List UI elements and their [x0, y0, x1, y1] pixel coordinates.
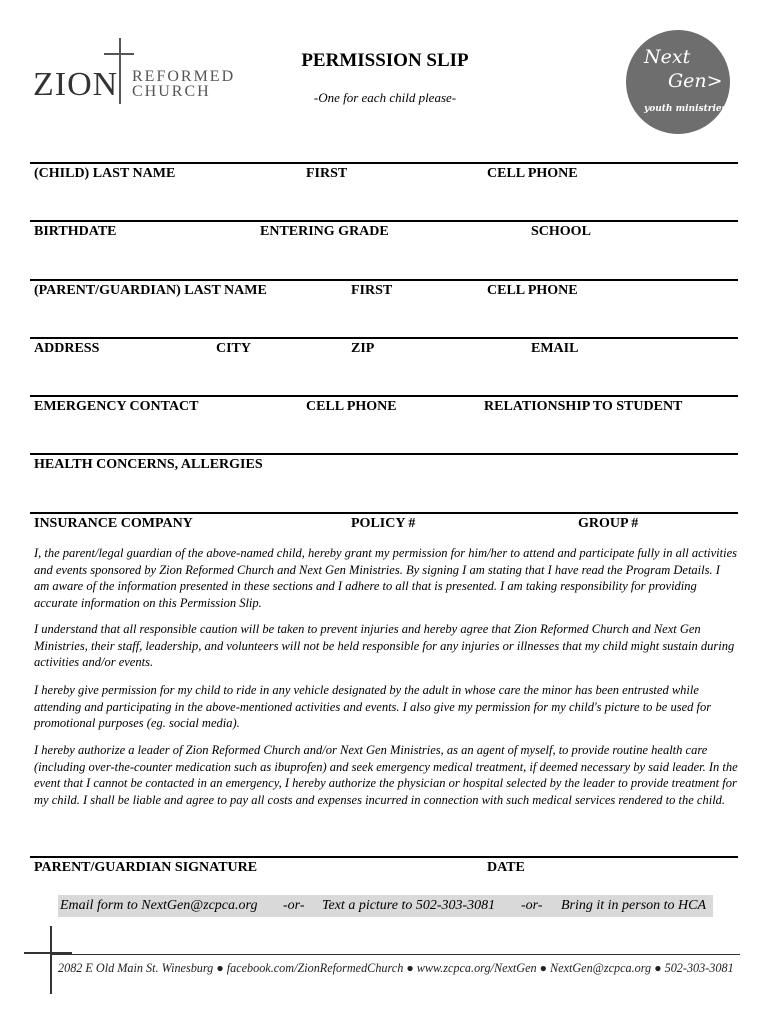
email-label: EMAIL	[531, 341, 579, 356]
field-rule	[30, 395, 738, 397]
emergency-cell-phone-label: CELL PHONE	[306, 399, 397, 414]
birthdate-label: BIRTHDATE	[34, 224, 117, 239]
field-rule	[30, 512, 738, 514]
field-rule	[30, 279, 738, 281]
zion-logo-line2: CHURCH	[132, 83, 211, 100]
field-rule	[30, 337, 738, 339]
relationship-label: RELATIONSHIP TO STUDENT	[484, 399, 683, 414]
emergency-contact-label: EMERGENCY CONTACT	[34, 399, 199, 414]
insurance-company-label: INSURANCE COMPANY	[34, 516, 193, 531]
submission-instructions	[58, 895, 713, 917]
city-label: CITY	[216, 341, 252, 356]
child-cell-phone-label: CELL PHONE	[487, 166, 578, 181]
footer-contact-line: 2082 E Old Main St. Winesburg ● facebook.com/ZionReformedChurch ● www.zcpca.org/NextGen ● NextGen@zcpca.org ● 502-303-3081	[58, 961, 734, 975]
signature-label: PARENT/GUARDIAN SIGNATURE	[34, 860, 258, 875]
zip-label: ZIP	[351, 341, 375, 356]
entering-grade-label: ENTERING GRADE	[260, 224, 389, 239]
footer-rule	[52, 954, 740, 955]
transport-photo-paragraph: I hereby give permission for my child to ride in any vehicle designated by the adult in whose care the minor has been entrusted while attending and participating in the above-mentioned activities and events. I also give my permission for my child's picture to be used for promotional purposes (eg. social media).	[34, 683, 712, 730]
footer-cross-vertical	[50, 926, 52, 994]
school-label: SCHOOL	[531, 224, 591, 239]
parent-last-name-label: (PARENT/GUARDIAN) LAST NAME	[34, 283, 267, 298]
or-separator: -or-	[521, 898, 543, 913]
page-subtitle: -One for each child please-	[313, 90, 457, 105]
medical-paragraph: I hereby authorize a leader of Zion Reformed Church and/or Next Gen Ministries, as an agent of myself, to provide routine health care (including over-the-counter medication such as ibuprofen) and seek emergency medical treatment, if deemed necessary by said leader. In the event that I cannot be contacted in an emergency, I hereby authorize the physician or hospital selected by the leader to provide treatment for my child. I shall be liable and agree to pay all costs and expenses incurred in connection with such medical services rendered to the child.	[34, 743, 738, 807]
field-rule	[30, 220, 738, 222]
address-label: ADDRESS	[34, 341, 100, 356]
zion-logo-word: ZION	[33, 66, 119, 103]
field-rule	[30, 162, 738, 164]
signature-rule	[30, 856, 738, 858]
or-separator: -or-	[283, 898, 305, 913]
child-last-name-label: (CHILD) LAST NAME	[34, 166, 176, 181]
text-instruction: Text a picture to 502-303-3081	[322, 898, 496, 913]
nextgen-logo-line3: youth ministries	[644, 104, 727, 114]
group-number-label: GROUP #	[578, 516, 639, 531]
nextgen-logo	[626, 30, 730, 134]
field-rule	[30, 453, 738, 455]
policy-number-label: POLICY #	[351, 516, 416, 531]
nextgen-logo-line1: Next	[644, 46, 691, 68]
liability-paragraph: I understand that all responsible caution will be taken to prevent injuries and hereby agree that Zion Reformed Church and Next Gen Ministries, their staff, leadership, and volunteers will not be held responsible for any injuries or illnesses that my child might sustain during activities and/or events.	[34, 622, 735, 669]
email-instruction: Email form to NextGen@zcpca.org	[60, 898, 258, 913]
date-label: DATE	[487, 860, 525, 875]
page-title: PERMISSION SLIP	[301, 50, 469, 71]
consent-paragraph: I, the parent/legal guardian of the above-named child, hereby grant my permission for him/her to attend and participate fully in all activities and events sponsored by Zion Reformed Church and Next Gen Ministries. By signing I am stating that I have read the Program Details. I am aware of the information presented in these sections and I adhere to all that is presented. I am taking responsibility for providing accurate information on this Permission Slip.	[34, 546, 738, 610]
health-concerns-label: HEALTH CONCERNS, ALLERGIES	[34, 457, 263, 472]
parent-cell-phone-label: CELL PHONE	[487, 283, 578, 298]
child-first-name-label: FIRST	[306, 166, 348, 181]
parent-first-name-label: FIRST	[351, 283, 393, 298]
nextgen-logo-line2: Gen>	[668, 70, 723, 92]
zion-logo-line1: REFORMED	[132, 68, 236, 85]
bring-instruction: Bring it in person to HCA	[561, 898, 707, 913]
